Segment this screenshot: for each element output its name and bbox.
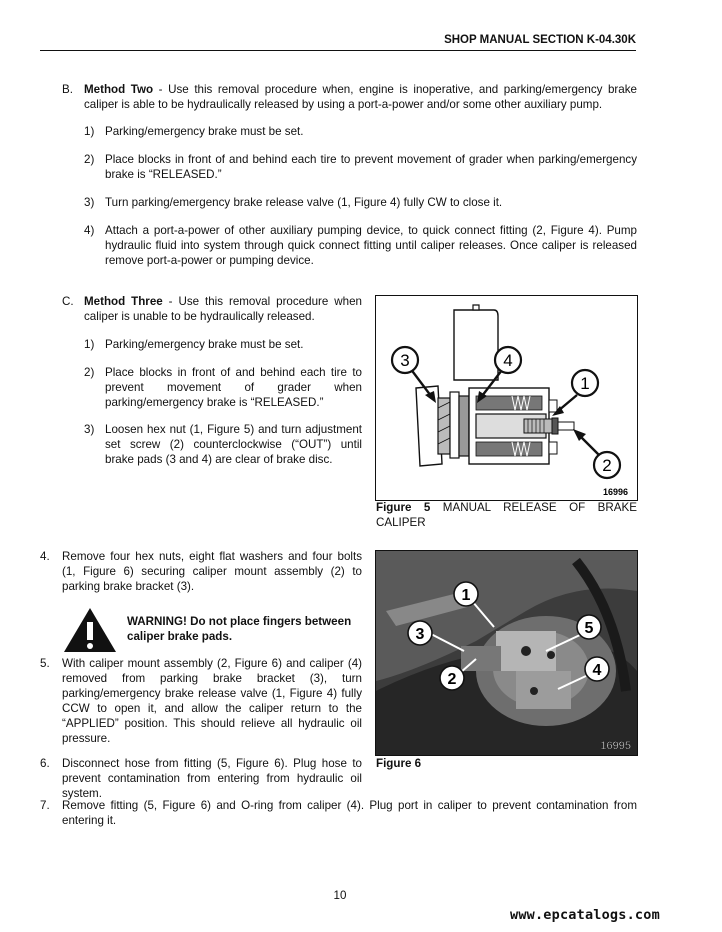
svg-text:3: 3 [415, 626, 425, 643]
fig5-callout-4 [495, 347, 521, 373]
fig6-callout-3 [408, 621, 432, 645]
step-4-num: 4. [40, 550, 50, 563]
fig5-callout-1 [572, 370, 598, 396]
figure-6-photo [375, 550, 638, 756]
fig6-callout-2 [440, 666, 464, 690]
method-three-title: Method Three [84, 295, 163, 308]
page-header-title: SHOP MANUAL SECTION K-04.30K [444, 34, 636, 46]
method-two-step-3-num: 3) [84, 196, 95, 209]
method-two-step-4-num: 4) [84, 224, 95, 237]
step-7-text: Remove fitting (5, Figure 6) and O-ring from caliper (4). Plug port in caliper to prevent contamination from entering it. [62, 799, 637, 827]
svg-text:2: 2 [602, 456, 612, 475]
method-three-marker: C. [62, 295, 74, 308]
method-three-intro [84, 294, 362, 324]
fig6-callout-4 [585, 657, 609, 681]
method-two-intro-text: - Use this removal procedure when, engine is inoperative, and parking/emergency brake caliper is able to be hydraulically released by using a port-a-power and/or some other auxiliary pump. [84, 83, 637, 111]
method-two-title: Method Two [84, 83, 154, 96]
warning-text: WARNING! Do not place fingers between caliper brake pads. [127, 615, 352, 643]
method-two-step-3-text: Turn parking/emergency brake release valve (1, Figure 4) fully CW to close it. [105, 196, 503, 209]
method-two-step-1-text: Parking/emergency brake must be set. [105, 125, 304, 138]
method-three-step-1-text: Parking/emergency brake must be set. [105, 338, 304, 351]
method-two-marker: B. [62, 83, 73, 96]
svg-text:3: 3 [400, 351, 410, 370]
fig6-photo-number: 16995 [600, 740, 631, 752]
method-two-step-4-text: Attach a port-a-power of other auxiliary pumping device, to quick connect fitting (2, Figure 4). Pump hydraulic fluid into system through quick connect fitting until caliper releases. Once caliper is released remove port-a-power or pumping device. [105, 224, 637, 267]
figure-5-caption [376, 500, 637, 530]
method-three-step-2-num: 2) [84, 366, 95, 379]
step-6-text: Disconnect hose from fitting (5, Figure 6). Plug hose to prevent contamination from entering from hydraulic oil system. [62, 757, 362, 800]
step-7-num: 7. [40, 799, 50, 812]
fig6-callout-5 [577, 615, 601, 639]
figure-5-caption-label: Figure 5 [376, 501, 431, 514]
svg-text:1: 1 [580, 374, 590, 393]
method-three-step-3-text: Loosen hex nut (1, Figure 5) and turn adjustment set screw (2) counterclockwise (“OUT”) until brake pads (3 and 4) are clear of brake disc. [105, 423, 362, 466]
svg-text:1: 1 [461, 587, 471, 604]
method-three-step-3-num: 3) [84, 423, 95, 436]
method-three-intro-text: - Use this removal procedure when caliper is unable to be hydraulically released. [84, 295, 362, 323]
figure-6-caption-label: Figure 6 [376, 757, 422, 770]
svg-text:2: 2 [447, 671, 457, 688]
svg-text:4: 4 [592, 662, 602, 679]
fig5-callout-2 [594, 452, 620, 478]
step-6-num: 6. [40, 757, 50, 770]
method-two-step-2-num: 2) [84, 153, 95, 166]
fig5-callout-3 [392, 347, 418, 373]
warning-triangle-icon [62, 606, 118, 654]
step-4-text: Remove four hex nuts, eight flat washers and four bolts (1, Figure 6) securing caliper mount assembly (2) to parking brake bracket (3). [62, 550, 362, 593]
header-rule [40, 50, 636, 51]
step-5-num: 5. [40, 657, 50, 670]
method-three-step-1-num: 1) [84, 338, 95, 351]
fig5-drawing-number: 16996 [602, 487, 628, 497]
figure-5-diagram [375, 295, 638, 501]
method-two-intro [84, 82, 637, 112]
step-5-text: With caliper mount assembly (2, Figure 6) and caliper (4) removed from parking brake bracket (3), turn parking/emergency brake release valve (1, Figure 4) fully CCW to open it, and allow the caliper return to the “APPLIED” position. This should relieve all hydraulic oil pressure. [62, 657, 362, 745]
page-number: 10 [333, 889, 347, 902]
svg-text:5: 5 [584, 620, 594, 637]
method-three-step-2-text: Place blocks in front of and behind each tire to prevent movement of grader when parking/emergency brake is “RELEASED.” [105, 366, 362, 409]
caliper-release-diagram [376, 296, 637, 500]
caliper-mount-photo [376, 551, 637, 755]
footer-url-link[interactable]: www.epcatalogs.com [510, 907, 660, 923]
method-two-step-1-num: 1) [84, 125, 95, 138]
method-two-step-2-text: Place blocks in front of and behind each tire to prevent movement of grader when parking/emergency brake is “RELEASED.” [105, 153, 637, 181]
figure-5-caption-text: MANUAL RELEASE OF BRAKE CALIPER [376, 501, 637, 529]
svg-text:4: 4 [503, 351, 513, 370]
fig6-callout-1 [454, 582, 478, 606]
